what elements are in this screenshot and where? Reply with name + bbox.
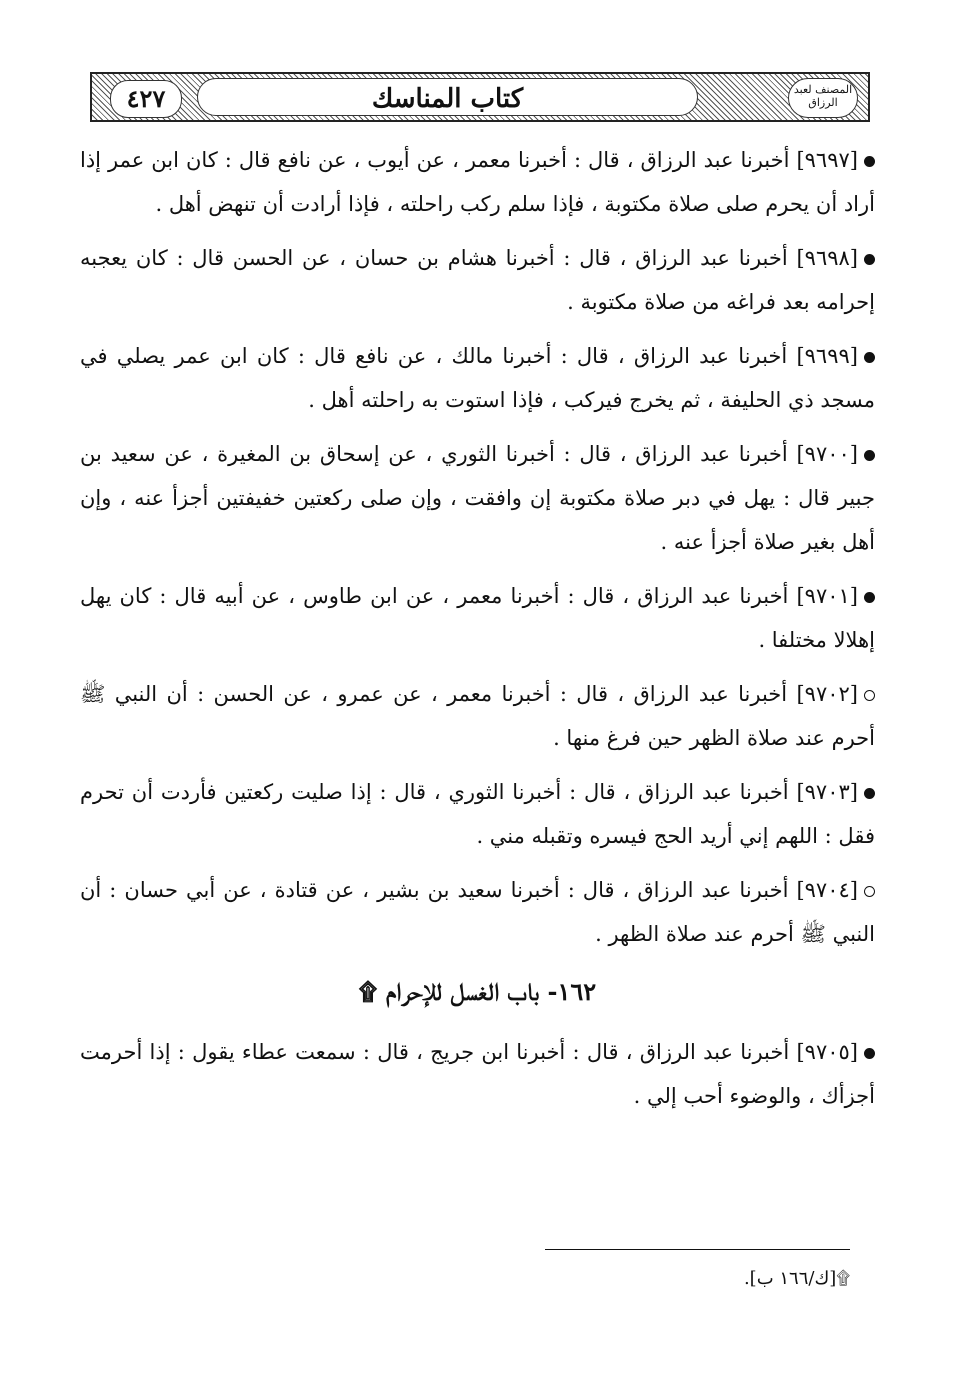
hadith-text: أخبرنا عبد الرزاق ، قال : أخبرنا الثوري ، عن إسحاق بن المغيرة ، عن سعيد بن جبير قال : يهل في دبر صلاة مكتوبة إن وافقت ، وإن صلى ركعتين خفيفتين أجزأ عنه ، وإن أهل بغير صلاة أجزأ عنه .: [80, 442, 875, 554]
hadith-text: أخبرنا عبد الرزاق ، قال : أخبرنا هشام بن حسان ، عن الحسن قال : كان يعجبه إحرامه بعد فراغه من صلاة مكتوبة .: [80, 246, 875, 314]
filled-bullet-icon: [864, 450, 875, 461]
page-number: ٤٢٧: [110, 80, 182, 118]
hadith-number: [٩٦٩٩]: [796, 344, 858, 368]
hadith-9700: [80, 432, 875, 564]
hadith-9697: [80, 138, 875, 226]
hadith-text: أخبرنا عبد الرزاق ، قال : أخبرنا سعيد بن بشير ، عن قتادة ، عن أبي حسان : أن النبي ﷺ أحرم عند صلاة الظهر .: [80, 878, 875, 946]
hadith-number: [٩٧٠٥]: [796, 1040, 858, 1064]
filled-bullet-icon: [864, 592, 875, 603]
hadith-number: [٩٦٩٧]: [796, 148, 858, 172]
filled-bullet-icon: [864, 352, 875, 363]
chapter-heading: ١٦٢- باب الغسل للإحرام ۩: [358, 977, 597, 1006]
filled-bullet-icon: [864, 1048, 875, 1059]
hadith-9701: [80, 574, 875, 662]
hadith-text: أخبرنا عبد الرزاق ، قال : أخبرنا الثوري ، قال : إذا صليت ركعتين فأردت أن تحرم فقل : اللهم إني أريد الحج فيسره وتقبله مني .: [80, 780, 875, 848]
hadith-text: أخبرنا عبد الرزاق ، قال : أخبرنا معمر ، عن ابن طاوس ، عن أبيه قال : كان يهل إهلالا مختلفا .: [80, 584, 875, 652]
book-title: كتاب المناسك: [197, 78, 698, 116]
hadith-text: أخبرنا عبد الرزاق ، قال : أخبرنا مالك ، عن نافع قال : كان ابن عمر يصلي في مسجد ذي الحليفة ، ثم يخرج فيركب ، فإذا استوت به راحلته أهل .: [80, 344, 875, 412]
footnote-divider: [545, 1249, 850, 1250]
hadith-text: أخبرنا عبد الرزاق ، قال : أخبرنا معمر ، عن أيوب ، عن نافع قال : كان ابن عمر إذا أراد أن يحرم صلى صلاة مكتوبة ، فإذا سلم ركب راحلته ، فإذا أرادت أن تنهض أهل .: [80, 148, 875, 216]
hadith-9704: [80, 868, 875, 956]
hollow-bullet-icon: [864, 886, 875, 897]
hadith-number: [٩٧٠١]: [796, 584, 858, 608]
hadith-number: [٩٦٩٨]: [796, 246, 858, 270]
footnote: ۩[ك/١٦٦ ب].: [743, 1268, 850, 1289]
hadith-number: [٩٧٠٤]: [796, 878, 858, 902]
filled-bullet-icon: [864, 254, 875, 265]
hollow-bullet-icon: [864, 690, 875, 701]
hadith-number: [٩٧٠٠]: [796, 442, 858, 466]
publisher-logo: المصنف لعبد الرزاق: [788, 78, 858, 118]
hadith-text: أخبرنا عبد الرزاق ، قال : أخبرنا ابن جريج ، قال : سمعت عطاء يقول : إذا أحرمت أجزأك ، والوضوء أحب إلي .: [80, 1040, 875, 1108]
hadith-9705: [80, 1030, 875, 1118]
hadith-number: [٩٧٠٣]: [796, 780, 858, 804]
hadith-9698: [80, 236, 875, 324]
hadith-number: [٩٧٠٢]: [796, 682, 858, 706]
hadith-9703: [80, 770, 875, 858]
filled-bullet-icon: [864, 156, 875, 167]
hadith-text: أخبرنا عبد الرزاق ، قال : أخبرنا معمر ، عن عمرو ، عن الحسن : أن النبي ﷺ أحرم عند صلاة الظهر حين فرغ منها .: [80, 682, 875, 750]
hadith-9702: [80, 672, 875, 760]
main-text: [80, 138, 875, 1128]
page-header: [90, 72, 870, 122]
filled-bullet-icon: [864, 788, 875, 799]
hadith-9699: [80, 334, 875, 422]
